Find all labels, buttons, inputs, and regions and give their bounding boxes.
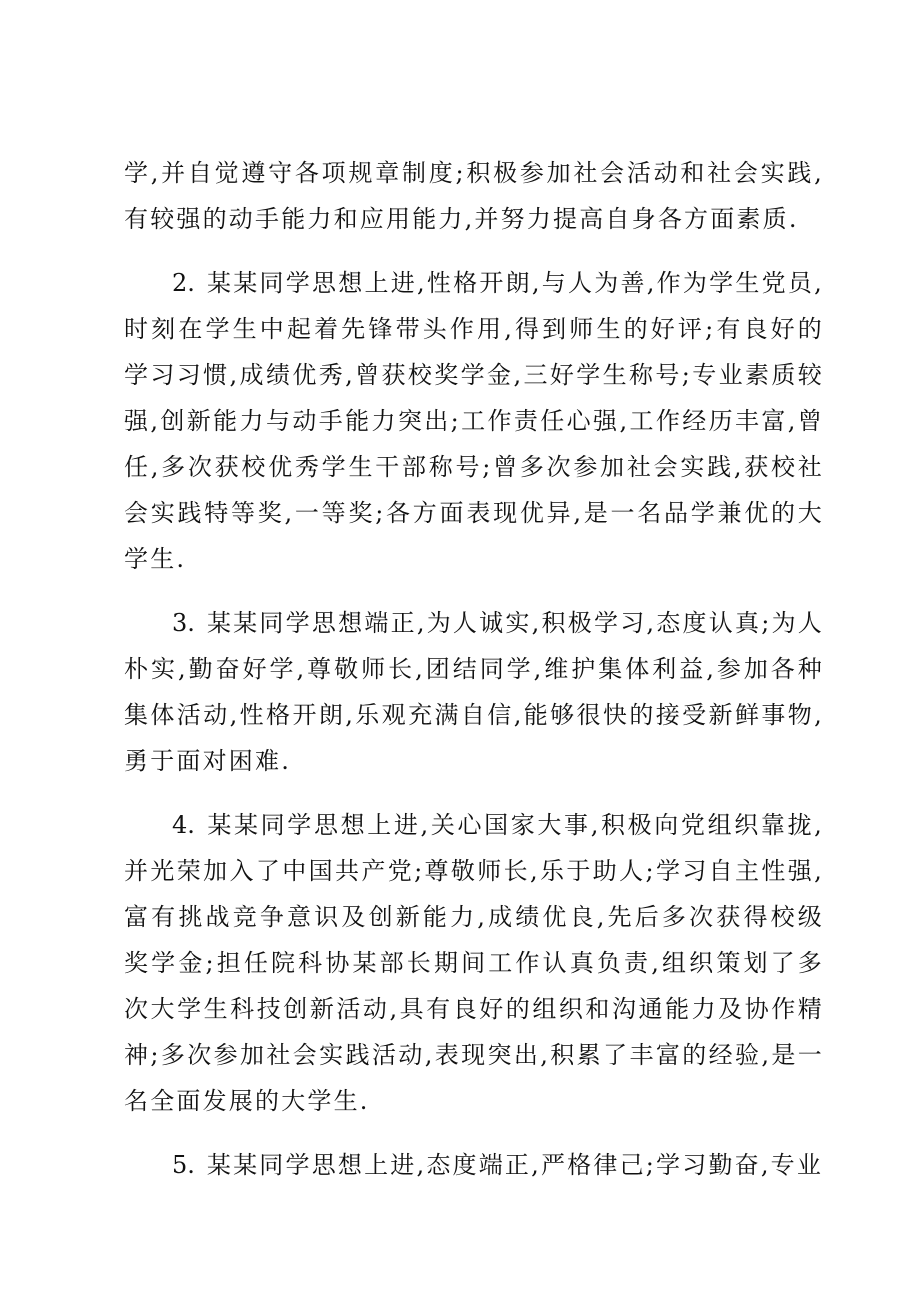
document-body [124,150,824,1206]
paragraph-4-text: 某某同学思想上进,关心国家大事,积极向党组织靠拢,并光荣加入了中国共产党;尊敬师长,乐于助人;学习自主性强,富有挑战竞争意识及创新能力,成绩优良,先后多次获得校级奖学金;担任院科协某部长期间工作认真负责,组织策划了多次大学生科技创新活动,具有良好的组织和沟通能力及协作精神;多次参加社会实践活动,表现突出,积累了丰富的经验,是一名全面发展的大学生. [124,811,824,1115]
paragraph-2-number: 2. [172,269,195,297]
paragraph-5-number: 5. [172,1151,195,1179]
paragraph-5 [124,1142,824,1188]
paragraph-3-number: 3. [172,609,195,637]
paragraph-4-number: 4. [172,811,195,839]
paragraph-4 [124,802,824,1124]
paragraph-2 [124,260,824,582]
paragraph-1 [124,150,824,242]
paragraph-2-text: 某某同学思想上进,性格开朗,与人为善,作为学生党员,时刻在学生中起着先锋带头作用,得到师生的好评;有良好的学习习惯,成绩优秀,曾获校奖学金,三好学生称号;专业素质较强,创新能力与动手能力突出;工作责任心强,工作经历丰富,曾任,多次获校优秀学生干部称号;曾多次参加社会实践,获校社会实践特等奖,一等奖;各方面表现优异,是一名品学兼优的大学生. [124,269,824,573]
paragraph-1-text: 学,并自觉遵守各项规章制度;积极参加社会活动和社会实践,有较强的动手能力和应用能力,并努力提高自身各方面素质. [124,159,824,233]
paragraph-3-text: 某某同学思想端正,为人诚实,积极学习,态度认真;为人朴实,勤奋好学,尊敬师长,团结同学,维护集体利益,参加各种集体活动,性格开朗,乐观充满自信,能够很快的接受新鲜事物,勇于面对困难. [124,609,824,775]
paragraph-5-text: 某某同学思想上进,态度端正,严格律己;学习勤奋,专业 [206,1151,824,1179]
paragraph-3 [124,600,824,784]
